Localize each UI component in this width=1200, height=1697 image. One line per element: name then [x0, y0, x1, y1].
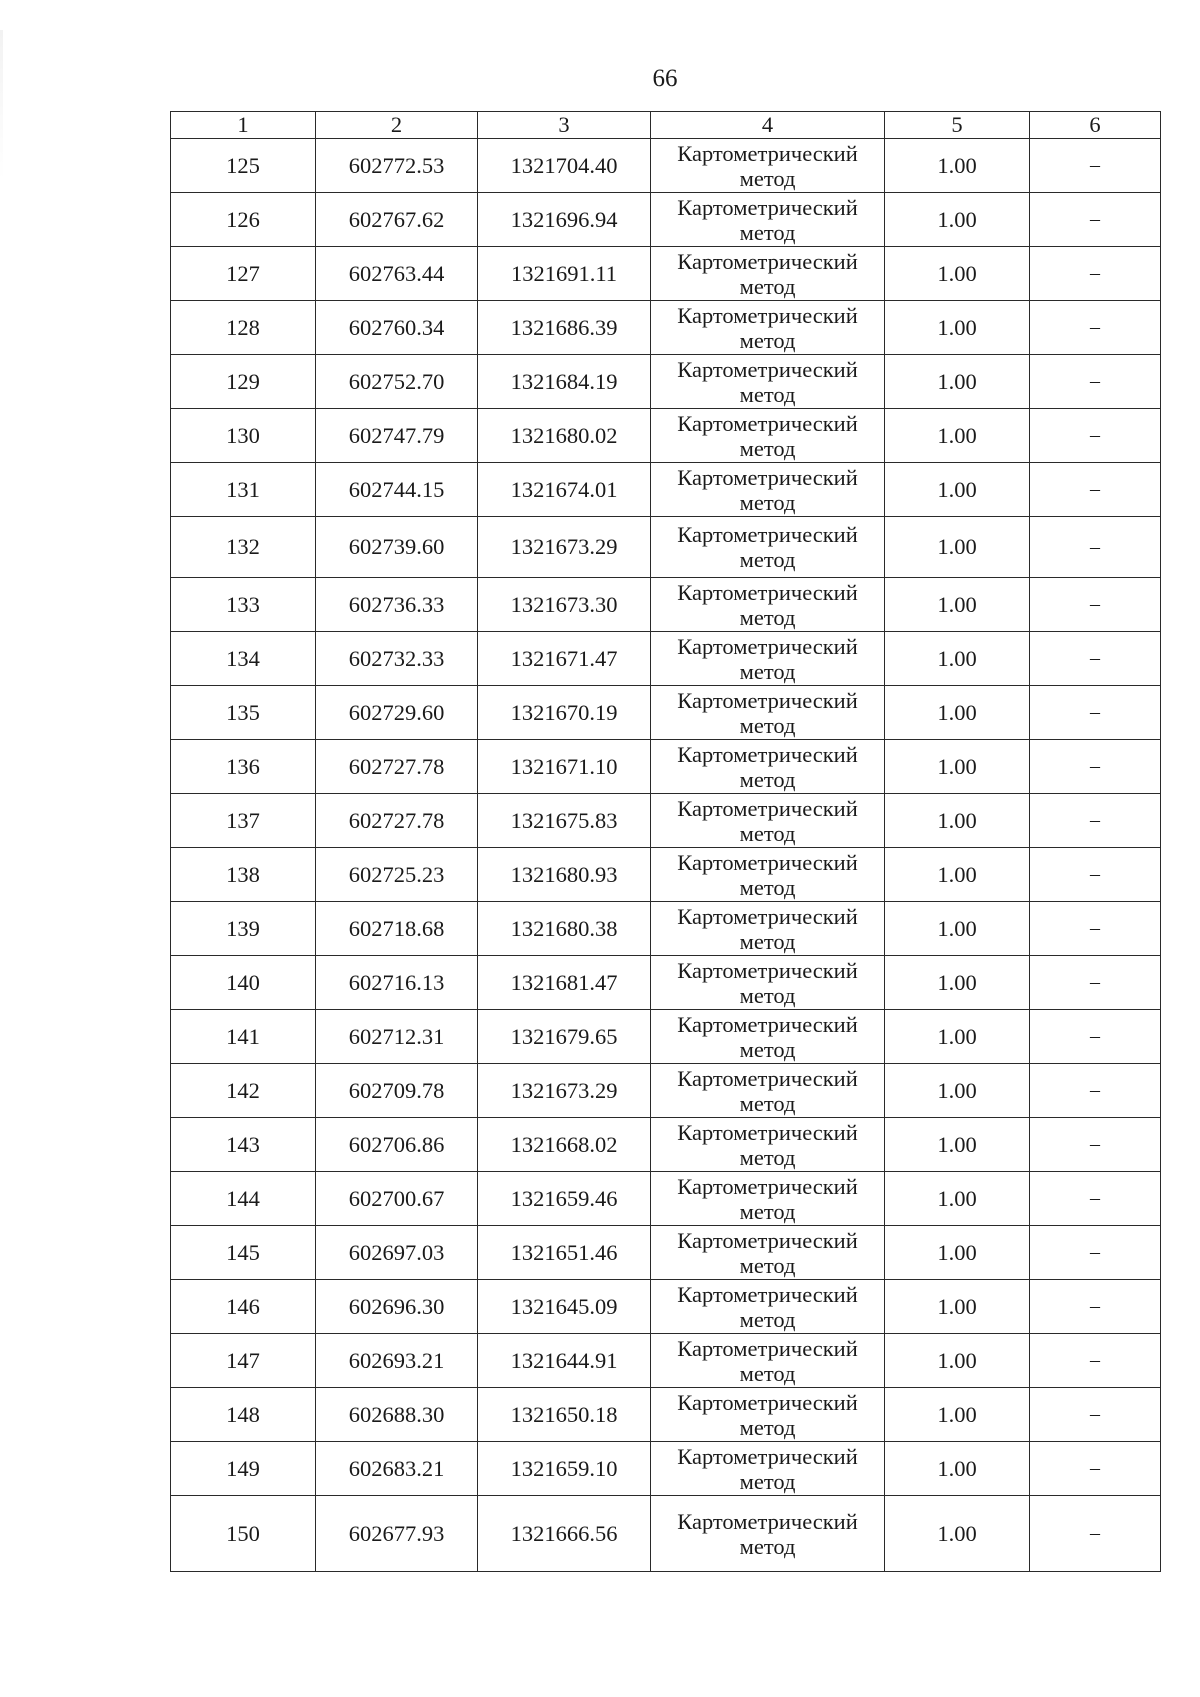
- point-number-cell: 142: [171, 1064, 316, 1118]
- table-row: [171, 578, 1161, 632]
- x-coordinate-cell: 602772.53: [316, 139, 478, 193]
- point-number-cell: 133: [171, 578, 316, 632]
- table-row: [171, 1280, 1161, 1334]
- y-coordinate-cell: 1321659.46: [478, 1172, 651, 1226]
- point-number-cell: 140: [171, 956, 316, 1010]
- note-cell: –: [1030, 902, 1161, 956]
- method-line: Картометрический: [677, 1065, 858, 1091]
- accuracy-cell: 1.00: [885, 1442, 1030, 1496]
- point-number-cell: 149: [171, 1442, 316, 1496]
- method-line: метод: [739, 1144, 796, 1170]
- note-cell: –: [1030, 632, 1161, 686]
- method-cell: [651, 740, 885, 794]
- method-line: Картометрический: [677, 1389, 858, 1415]
- method-cell: [651, 1388, 885, 1442]
- x-coordinate-cell: 602706.86: [316, 1118, 478, 1172]
- method-line: Картометрический: [677, 464, 858, 490]
- method-line: метод: [739, 982, 796, 1008]
- y-coordinate-cell: 1321680.02: [478, 409, 651, 463]
- y-coordinate-cell: 1321651.46: [478, 1226, 651, 1280]
- y-coordinate-cell: 1321671.47: [478, 632, 651, 686]
- note-cell: –: [1030, 794, 1161, 848]
- note-cell: –: [1030, 409, 1161, 463]
- table-body: [171, 112, 1161, 1572]
- note-cell: –: [1030, 517, 1161, 578]
- coordinates-table: [170, 111, 1161, 1572]
- table-row: [171, 193, 1161, 247]
- accuracy-cell: 1.00: [885, 1118, 1030, 1172]
- method-line: метод: [739, 658, 796, 684]
- table-row: [171, 409, 1161, 463]
- method-line: Картометрический: [677, 194, 858, 220]
- accuracy-cell: 1.00: [885, 794, 1030, 848]
- accuracy-cell: 1.00: [885, 686, 1030, 740]
- note-cell: –: [1030, 1388, 1161, 1442]
- scan-edge-mark: [0, 30, 3, 180]
- y-coordinate-cell: 1321696.94: [478, 193, 651, 247]
- table-row: [171, 632, 1161, 686]
- method-cell: [651, 578, 885, 632]
- point-number-cell: 126: [171, 193, 316, 247]
- x-coordinate-cell: 602729.60: [316, 686, 478, 740]
- point-number-cell: 125: [171, 139, 316, 193]
- method-cell: [651, 686, 885, 740]
- method-line: Картометрический: [677, 140, 858, 166]
- method-line: Картометрический: [677, 1173, 858, 1199]
- method-line: метод: [739, 1036, 796, 1062]
- note-cell: –: [1030, 1118, 1161, 1172]
- method-line: Картометрический: [677, 795, 858, 821]
- x-coordinate-cell: 602747.79: [316, 409, 478, 463]
- accuracy-cell: 1.00: [885, 1226, 1030, 1280]
- table-header-row: [171, 112, 1161, 139]
- method-cell: [651, 139, 885, 193]
- y-coordinate-cell: 1321681.47: [478, 956, 651, 1010]
- y-coordinate-cell: 1321668.02: [478, 1118, 651, 1172]
- method-cell: [651, 1118, 885, 1172]
- y-coordinate-cell: 1321671.10: [478, 740, 651, 794]
- table-row: [171, 740, 1161, 794]
- point-number-cell: 128: [171, 301, 316, 355]
- x-coordinate-cell: 602760.34: [316, 301, 478, 355]
- point-number-cell: 150: [171, 1496, 316, 1572]
- x-coordinate-cell: 602683.21: [316, 1442, 478, 1496]
- table-row: [171, 139, 1161, 193]
- method-line: метод: [739, 435, 796, 461]
- method-cell: [651, 247, 885, 301]
- point-number-cell: 130: [171, 409, 316, 463]
- method-cell: [651, 956, 885, 1010]
- method-cell: [651, 1172, 885, 1226]
- method-line: метод: [739, 1306, 796, 1332]
- method-line: Картометрический: [677, 1119, 858, 1145]
- point-number-cell: 129: [171, 355, 316, 409]
- method-line: метод: [739, 219, 796, 245]
- note-cell: –: [1030, 1172, 1161, 1226]
- method-line: Картометрический: [677, 1443, 858, 1469]
- method-line: метод: [739, 381, 796, 407]
- table-row: [171, 902, 1161, 956]
- method-cell: [651, 1496, 885, 1572]
- accuracy-cell: 1.00: [885, 956, 1030, 1010]
- method-line: метод: [739, 273, 796, 299]
- accuracy-cell: 1.00: [885, 1280, 1030, 1334]
- method-cell: [651, 1334, 885, 1388]
- note-cell: –: [1030, 848, 1161, 902]
- y-coordinate-cell: 1321680.93: [478, 848, 651, 902]
- method-line: метод: [739, 1252, 796, 1278]
- note-cell: –: [1030, 1334, 1161, 1388]
- note-cell: –: [1030, 1280, 1161, 1334]
- point-number-cell: 136: [171, 740, 316, 794]
- y-coordinate-cell: 1321673.30: [478, 578, 651, 632]
- method-line: метод: [739, 874, 796, 900]
- table-row: [171, 848, 1161, 902]
- table-row: [171, 517, 1161, 578]
- method-line: метод: [739, 327, 796, 353]
- accuracy-cell: 1.00: [885, 1064, 1030, 1118]
- y-coordinate-cell: 1321686.39: [478, 301, 651, 355]
- table-row: [171, 1442, 1161, 1496]
- note-cell: –: [1030, 686, 1161, 740]
- note-cell: –: [1030, 578, 1161, 632]
- column-header: 1: [171, 112, 316, 139]
- method-line: Картометрический: [677, 1227, 858, 1253]
- table-row: [171, 1064, 1161, 1118]
- x-coordinate-cell: 602732.33: [316, 632, 478, 686]
- accuracy-cell: 1.00: [885, 193, 1030, 247]
- point-number-cell: 139: [171, 902, 316, 956]
- method-line: Картометрический: [677, 579, 858, 605]
- method-line: Картометрический: [677, 1508, 858, 1534]
- method-line: метод: [739, 928, 796, 954]
- table-row: [171, 1010, 1161, 1064]
- method-line: Картометрический: [677, 410, 858, 436]
- method-cell: [651, 1064, 885, 1118]
- note-cell: –: [1030, 463, 1161, 517]
- column-header: 5: [885, 112, 1030, 139]
- point-number-cell: 134: [171, 632, 316, 686]
- point-number-cell: 141: [171, 1010, 316, 1064]
- method-line: Картометрический: [677, 522, 858, 547]
- x-coordinate-cell: 602688.30: [316, 1388, 478, 1442]
- accuracy-cell: 1.00: [885, 848, 1030, 902]
- column-header: 4: [651, 112, 885, 139]
- point-number-cell: 138: [171, 848, 316, 902]
- note-cell: –: [1030, 1064, 1161, 1118]
- table-row: [171, 463, 1161, 517]
- note-cell: –: [1030, 1442, 1161, 1496]
- y-coordinate-cell: 1321644.91: [478, 1334, 651, 1388]
- method-line: Картометрический: [677, 633, 858, 659]
- method-line: метод: [739, 1533, 796, 1559]
- column-header: 2: [316, 112, 478, 139]
- method-cell: [651, 355, 885, 409]
- accuracy-cell: 1.00: [885, 247, 1030, 301]
- method-line: Картометрический: [677, 1281, 858, 1307]
- y-coordinate-cell: 1321673.29: [478, 517, 651, 578]
- method-line: Картометрический: [677, 1011, 858, 1037]
- method-cell: [651, 632, 885, 686]
- accuracy-cell: 1.00: [885, 517, 1030, 578]
- x-coordinate-cell: 602727.78: [316, 794, 478, 848]
- table-row: [171, 794, 1161, 848]
- y-coordinate-cell: 1321679.65: [478, 1010, 651, 1064]
- table-row: [171, 1496, 1161, 1572]
- method-line: Картометрический: [677, 903, 858, 929]
- method-cell: [651, 1226, 885, 1280]
- method-cell: [651, 848, 885, 902]
- x-coordinate-cell: 602736.33: [316, 578, 478, 632]
- note-cell: –: [1030, 740, 1161, 794]
- accuracy-cell: 1.00: [885, 1010, 1030, 1064]
- point-number-cell: 135: [171, 686, 316, 740]
- method-cell: [651, 517, 885, 578]
- note-cell: –: [1030, 1496, 1161, 1572]
- method-line: Картометрический: [677, 356, 858, 382]
- point-number-cell: 143: [171, 1118, 316, 1172]
- note-cell: –: [1030, 956, 1161, 1010]
- method-cell: [651, 1442, 885, 1496]
- method-line: Картометрический: [677, 302, 858, 328]
- table-row: [171, 301, 1161, 355]
- point-number-cell: 144: [171, 1172, 316, 1226]
- note-cell: –: [1030, 1010, 1161, 1064]
- method-line: метод: [739, 1360, 796, 1386]
- y-coordinate-cell: 1321645.09: [478, 1280, 651, 1334]
- accuracy-cell: 1.00: [885, 301, 1030, 355]
- y-coordinate-cell: 1321666.56: [478, 1496, 651, 1572]
- accuracy-cell: 1.00: [885, 1334, 1030, 1388]
- accuracy-cell: 1.00: [885, 355, 1030, 409]
- note-cell: –: [1030, 1226, 1161, 1280]
- x-coordinate-cell: 602693.21: [316, 1334, 478, 1388]
- note-cell: –: [1030, 301, 1161, 355]
- y-coordinate-cell: 1321680.38: [478, 902, 651, 956]
- method-line: Картометрический: [677, 248, 858, 274]
- point-number-cell: 132: [171, 517, 316, 578]
- point-number-cell: 145: [171, 1226, 316, 1280]
- y-coordinate-cell: 1321684.19: [478, 355, 651, 409]
- x-coordinate-cell: 602716.13: [316, 956, 478, 1010]
- x-coordinate-cell: 602739.60: [316, 517, 478, 578]
- method-line: Картометрический: [677, 957, 858, 983]
- method-line: Картометрический: [677, 687, 858, 713]
- method-cell: [651, 902, 885, 956]
- method-cell: [651, 1010, 885, 1064]
- x-coordinate-cell: 602697.03: [316, 1226, 478, 1280]
- x-coordinate-cell: 602712.31: [316, 1010, 478, 1064]
- note-cell: –: [1030, 193, 1161, 247]
- table-row: [171, 1334, 1161, 1388]
- x-coordinate-cell: 602767.62: [316, 193, 478, 247]
- method-cell: [651, 794, 885, 848]
- table-row: [171, 355, 1161, 409]
- table-row: [171, 247, 1161, 301]
- table-row: [171, 1172, 1161, 1226]
- y-coordinate-cell: 1321670.19: [478, 686, 651, 740]
- method-line: метод: [739, 766, 796, 792]
- point-number-cell: 131: [171, 463, 316, 517]
- table-row: [171, 1226, 1161, 1280]
- x-coordinate-cell: 602725.23: [316, 848, 478, 902]
- y-coordinate-cell: 1321674.01: [478, 463, 651, 517]
- method-cell: [651, 463, 885, 517]
- method-line: метод: [739, 547, 796, 572]
- accuracy-cell: 1.00: [885, 1496, 1030, 1572]
- note-cell: –: [1030, 247, 1161, 301]
- method-line: метод: [739, 604, 796, 630]
- method-line: Картометрический: [677, 1335, 858, 1361]
- x-coordinate-cell: 602700.67: [316, 1172, 478, 1226]
- x-coordinate-cell: 602727.78: [316, 740, 478, 794]
- method-line: метод: [739, 165, 796, 191]
- column-header: 6: [1030, 112, 1161, 139]
- note-cell: –: [1030, 139, 1161, 193]
- y-coordinate-cell: 1321650.18: [478, 1388, 651, 1442]
- accuracy-cell: 1.00: [885, 902, 1030, 956]
- x-coordinate-cell: 602696.30: [316, 1280, 478, 1334]
- table-row: [171, 686, 1161, 740]
- point-number-cell: 147: [171, 1334, 316, 1388]
- method-cell: [651, 1280, 885, 1334]
- page-number: 66: [652, 65, 678, 92]
- x-coordinate-cell: 602677.93: [316, 1496, 478, 1572]
- accuracy-cell: 1.00: [885, 1388, 1030, 1442]
- note-cell: –: [1030, 355, 1161, 409]
- x-coordinate-cell: 602744.15: [316, 463, 478, 517]
- accuracy-cell: 1.00: [885, 632, 1030, 686]
- accuracy-cell: 1.00: [885, 463, 1030, 517]
- table-row: [171, 956, 1161, 1010]
- y-coordinate-cell: 1321675.83: [478, 794, 651, 848]
- x-coordinate-cell: 602752.70: [316, 355, 478, 409]
- point-number-cell: 127: [171, 247, 316, 301]
- point-number-cell: 146: [171, 1280, 316, 1334]
- method-line: метод: [739, 712, 796, 738]
- accuracy-cell: 1.00: [885, 578, 1030, 632]
- y-coordinate-cell: 1321673.29: [478, 1064, 651, 1118]
- point-number-cell: 148: [171, 1388, 316, 1442]
- accuracy-cell: 1.00: [885, 740, 1030, 794]
- y-coordinate-cell: 1321659.10: [478, 1442, 651, 1496]
- method-line: Картометрический: [677, 741, 858, 767]
- accuracy-cell: 1.00: [885, 1172, 1030, 1226]
- method-line: Картометрический: [677, 849, 858, 875]
- method-cell: [651, 301, 885, 355]
- method-line: метод: [739, 489, 796, 515]
- method-cell: [651, 193, 885, 247]
- method-cell: [651, 409, 885, 463]
- x-coordinate-cell: 602718.68: [316, 902, 478, 956]
- column-header: 3: [478, 112, 651, 139]
- table-row: [171, 1118, 1161, 1172]
- point-number-cell: 137: [171, 794, 316, 848]
- method-line: метод: [739, 1198, 796, 1224]
- x-coordinate-cell: 602709.78: [316, 1064, 478, 1118]
- table-row: [171, 1388, 1161, 1442]
- accuracy-cell: 1.00: [885, 409, 1030, 463]
- method-line: метод: [739, 1414, 796, 1440]
- y-coordinate-cell: 1321691.11: [478, 247, 651, 301]
- x-coordinate-cell: 602763.44: [316, 247, 478, 301]
- method-line: метод: [739, 1468, 796, 1494]
- y-coordinate-cell: 1321704.40: [478, 139, 651, 193]
- accuracy-cell: 1.00: [885, 139, 1030, 193]
- method-line: метод: [739, 820, 796, 846]
- method-line: метод: [739, 1090, 796, 1116]
